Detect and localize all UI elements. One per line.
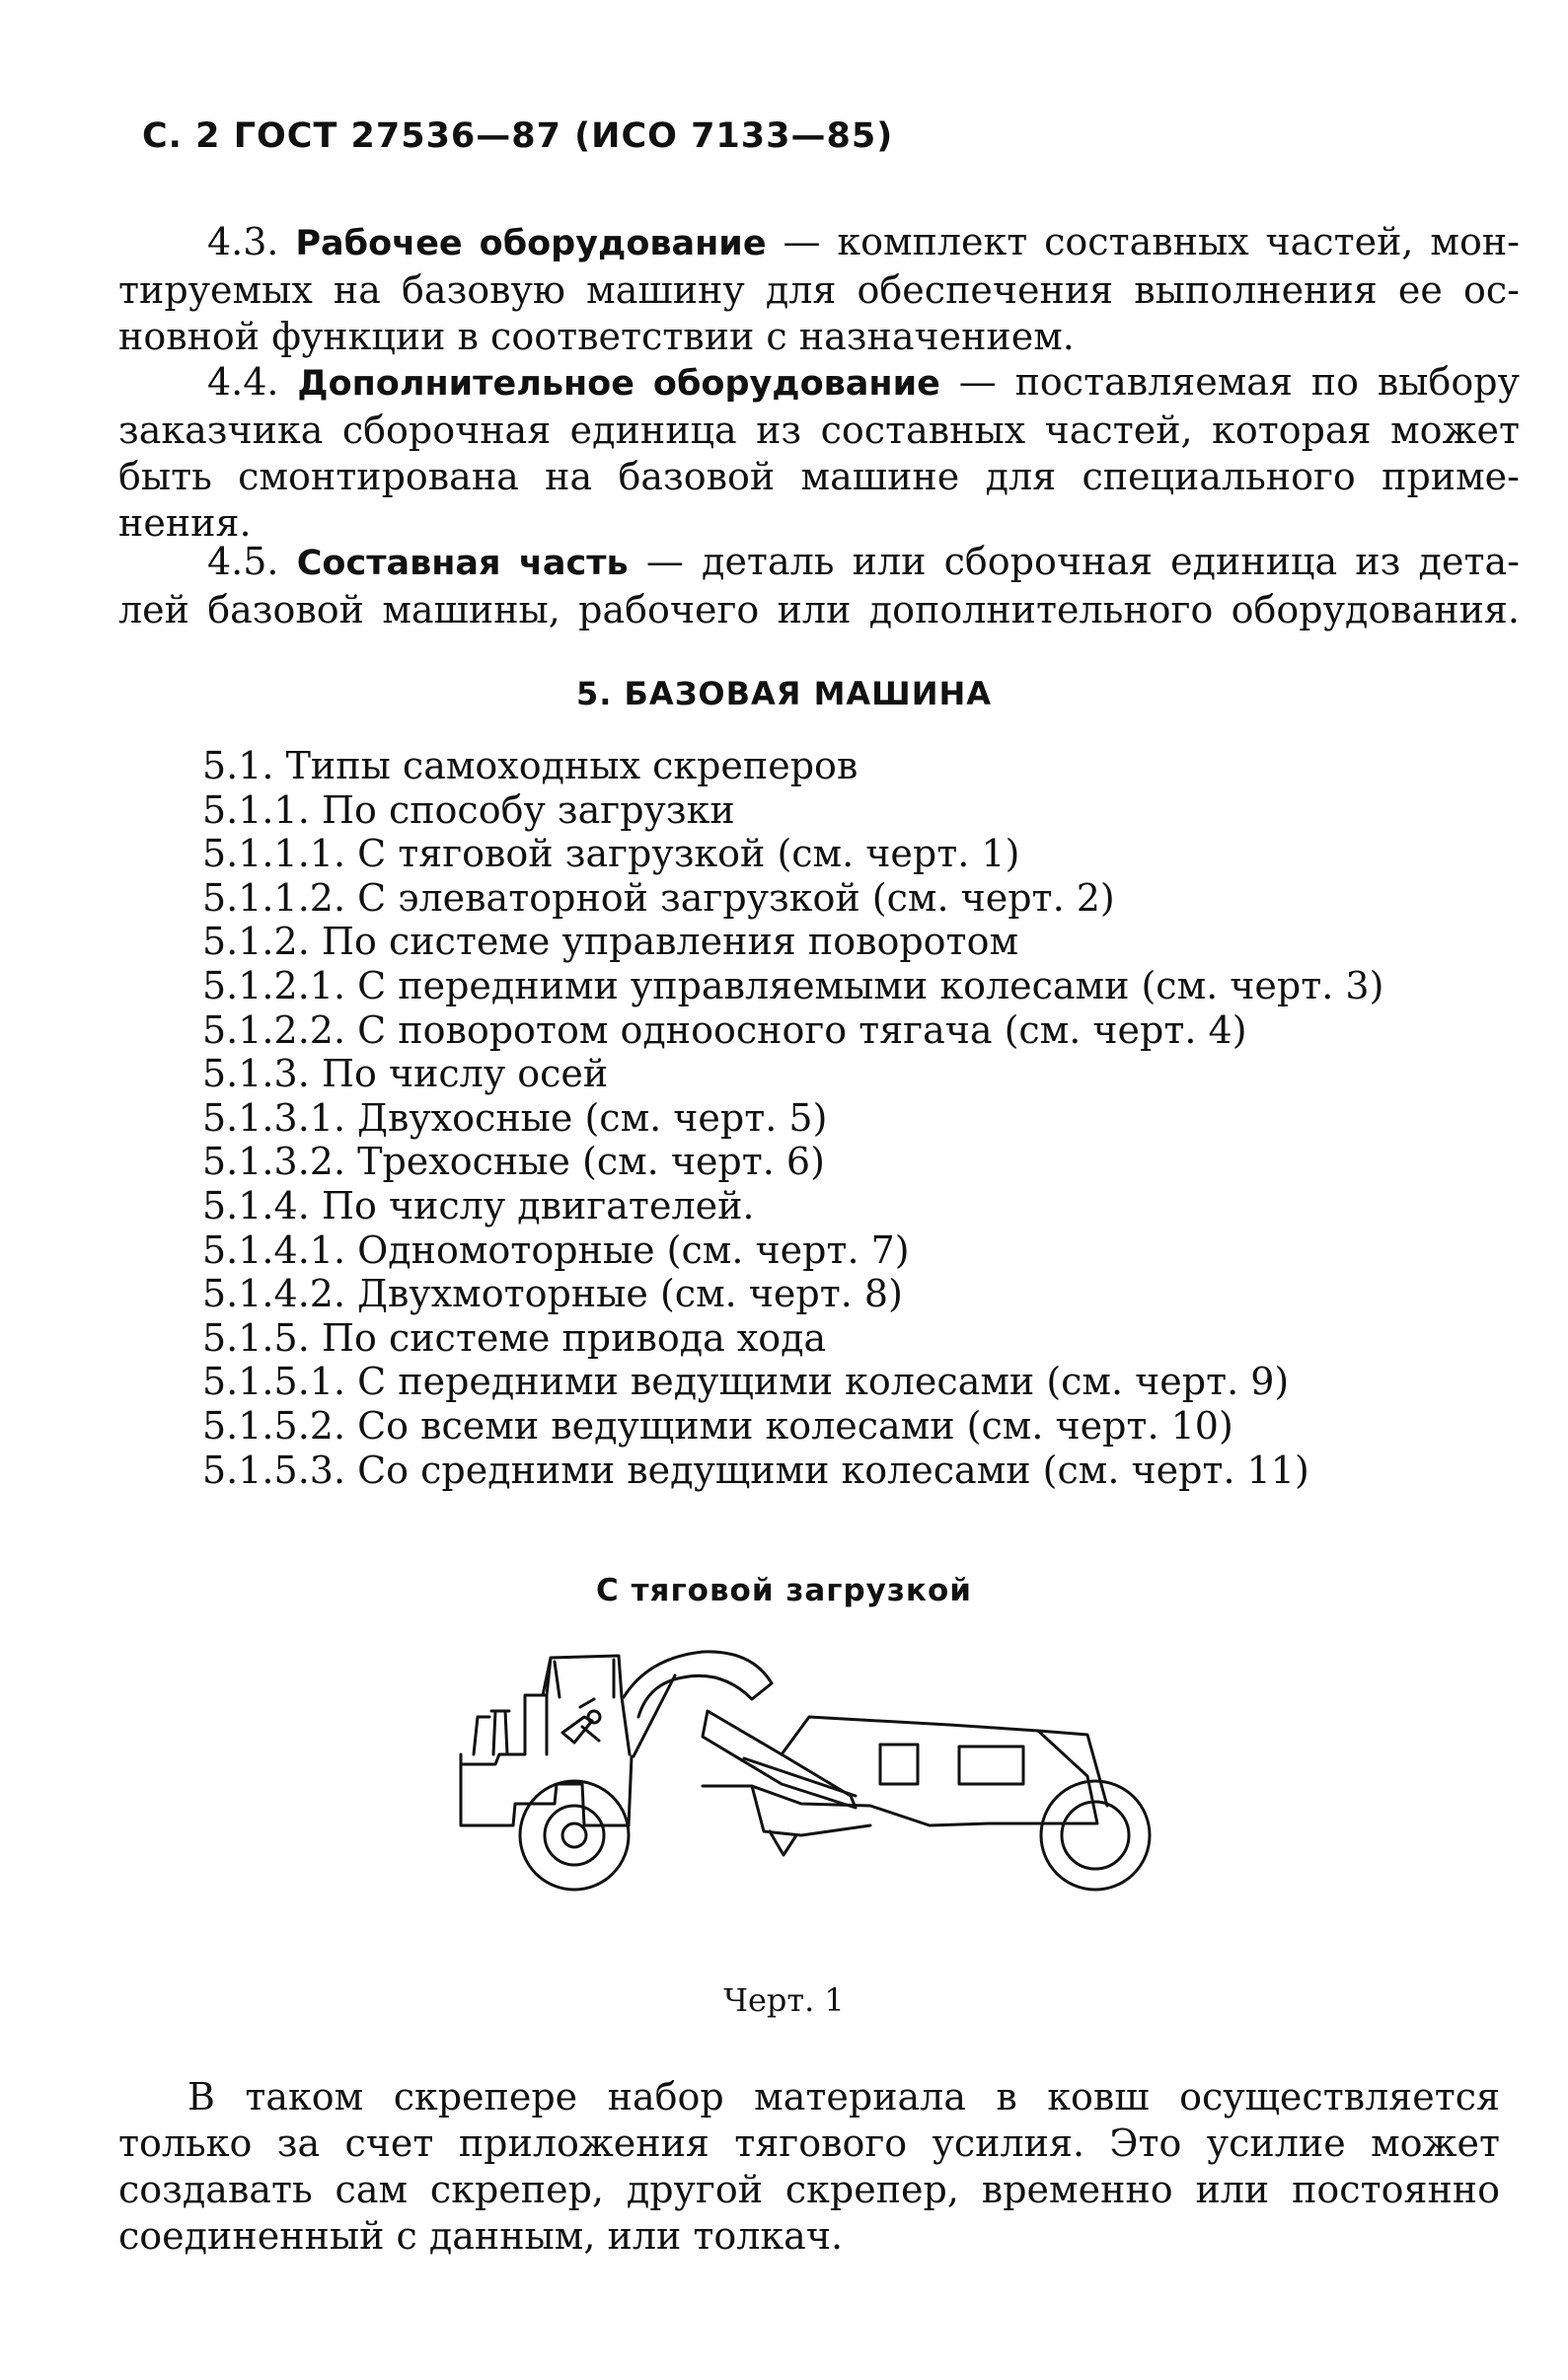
definition-term: Составная часть [296,544,629,583]
dash: — [939,360,1015,404]
definition-number: 4.4. [207,360,279,404]
definition-term: Дополнительное оборудование [297,364,940,404]
definition-line: нения. [118,501,252,545]
definition-text: комплект составных частей, мон- [837,220,1520,263]
figure-caption: Черт. 1 [723,1981,845,2019]
definition-text: деталь или сборочная единица из дета- [702,540,1520,583]
explanation-paragraph [118,2074,1500,2260]
list-item: 5.1.4.1. Одномоторные (см. черт. 7) [202,1227,910,1272]
definition-line: заказчика сборочная единица из составных частей, которая может [118,409,1520,452]
definition-first-line [118,359,1520,408]
definition-4-3 [118,219,1520,360]
paragraph-line: создавать сам скрепер, другой скрепер, временно или постоянно [118,2168,1500,2211]
paragraph-line: только за счет приложения тягового усилия. Это усилие может [118,2121,1500,2165]
exhaust-stack [491,1711,509,1754]
list-item: 5.1.3. По числу осей [202,1052,609,1096]
operator-seat [562,1699,599,1743]
definition-first-line [118,539,1520,587]
list-item: 5.1.1.1. С тяговой загрузкой (см. черт. 1) [202,832,1020,876]
front-wheel [520,1781,629,1890]
list-item: 5.1.5.1. С передними ведущими колесами (см. черт. 9) [202,1360,1290,1404]
rear-wheel [1041,1781,1150,1890]
list-item: 5.1.2. По системе управления поворотом [202,920,1019,964]
definition-line: быть смонтирована на базовой машине для специального приме- [118,455,1520,498]
list-item: 5.1.3.2. Трехосные (см. черт. 6) [202,1140,825,1184]
definition-term: Рабочее оборудование [295,224,767,263]
list-item: 5.1.5. По системе привода хода [202,1315,827,1360]
list-item: 5.1. Типы самоходных скреперов [202,744,859,787]
list-item: 5.1.2.1. С передними управляемыми колесами (см. черт. 3) [202,963,1384,1007]
definition-4-4 [118,359,1520,547]
bowl-panel [880,1745,918,1784]
definition-4-5 [118,539,1520,633]
definition-number: 4.3. [207,220,279,263]
list-item: 5.1.1.2. С элеваторной загрузкой (см. черт. 2) [202,875,1115,920]
paragraph-line: В таком скрепере набор материала в ковш осуществляется [187,2075,1500,2119]
list-item: 5.1.1. По способу загрузки [202,787,735,832]
figure-title: С тяговой загрузкой [596,1573,972,1608]
dash: — [766,220,838,263]
definition-first-line [118,219,1520,267]
classification-list [202,744,1383,1492]
list-item: 5.1.2.2. С поворотом одноосного тягача (см. черт. 4) [202,1007,1247,1052]
paragraph-line: соединенный с данным, или толкач. [118,2214,844,2258]
scraper-drawing [456,1638,1186,1914]
bowl-panel [959,1747,1023,1784]
list-item: 5.1.3.1. Двухосные (см. черт. 5) [202,1095,828,1140]
list-item: 5.1.5.2. Со всеми ведущими колесами (см. черт. 10) [202,1403,1233,1448]
definition-number: 4.5. [207,540,279,583]
list-item: 5.1.4. По числу двигателей. [202,1183,755,1227]
page-header: С. 2 ГОСТ 27536—87 (ИСО 7133—85) [142,116,894,156]
section-title: 5. БАЗОВАЯ МАШИНА [575,675,993,712]
list-item: 5.1.5.3. Со средними ведущими колесами (см. черт. 11) [202,1448,1309,1492]
definition-line: лей базовой машины, рабочего или дополнительного оборудования. [118,588,1520,632]
dash: — [628,540,703,583]
list-item: 5.1.4.2. Двухмоторные (см. черт. 8) [202,1272,903,1316]
gooseneck [624,1652,772,1717]
definition-line: новной функции в соответствии с назначением. [118,315,1075,358]
definition-text: поставляемая по выбору [1014,360,1520,404]
definition-line: тируемых на базовую машину для обеспечения выполнения ее ос- [118,268,1520,312]
draft-arm [703,1711,856,1808]
